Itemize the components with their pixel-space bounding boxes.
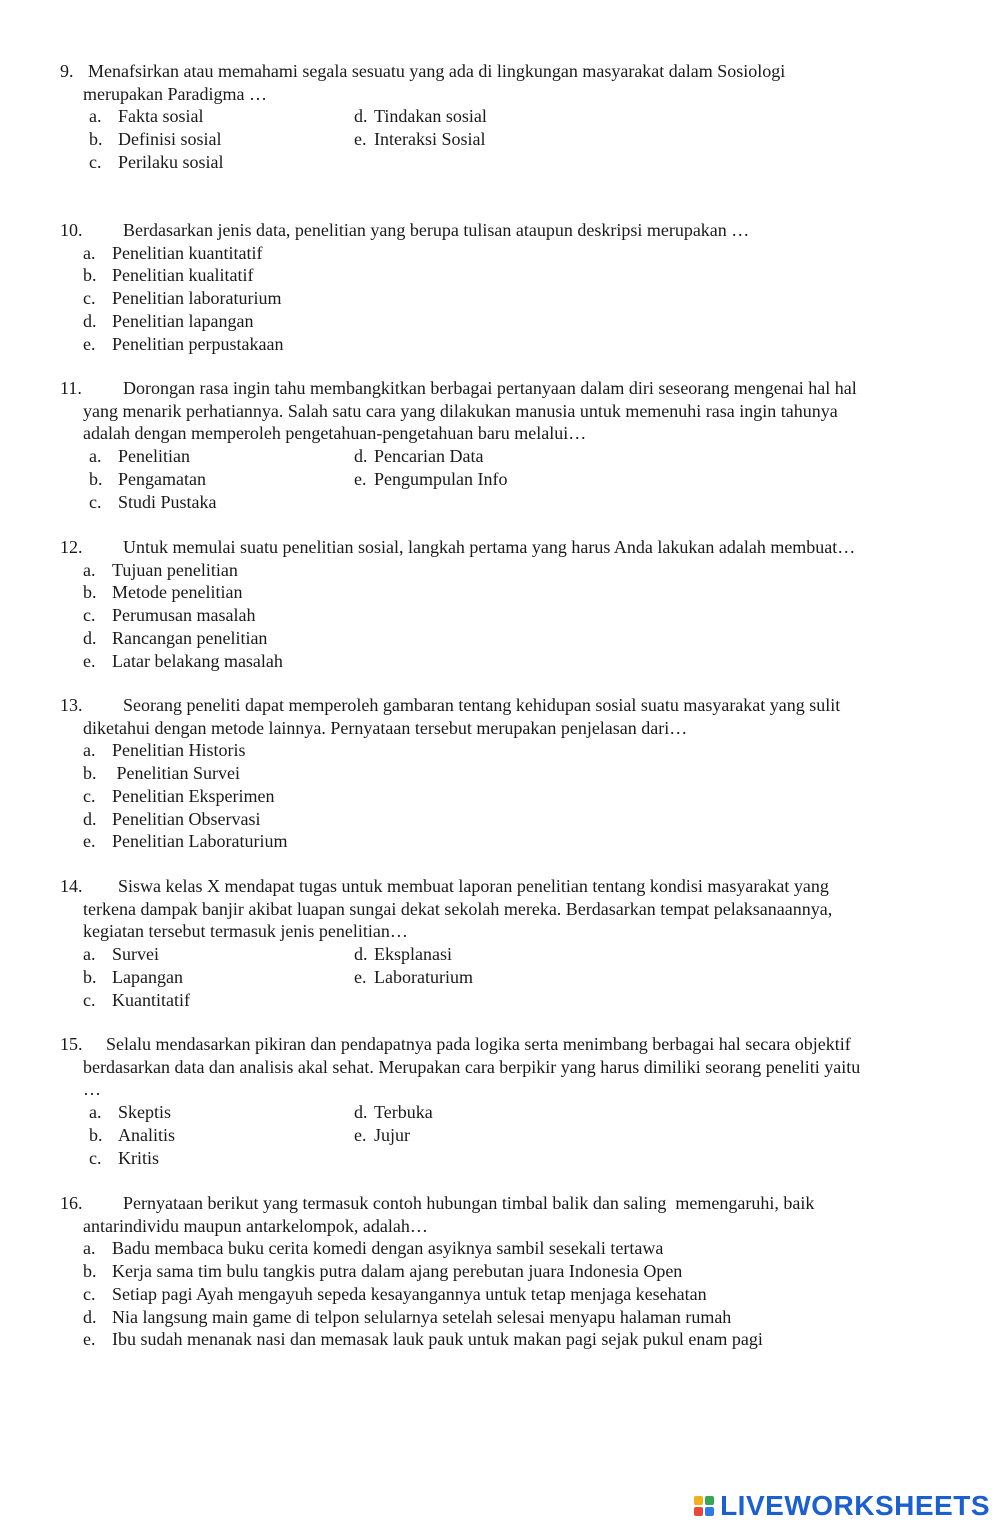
option-e[interactable]: e. Jujur — [354, 1124, 410, 1145]
question-number: 13. — [60, 695, 83, 715]
option-e[interactable]: e. Penelitian perpustakaan — [83, 333, 284, 354]
option-c[interactable]: c. Kritis — [89, 1147, 160, 1168]
option-c[interactable]: c. Setiap pagi Ayah mengayuh sepeda kesayangannya untuk tetap menjaga kesehatan — [83, 1283, 707, 1304]
question-11 — [60, 377, 938, 513]
option-c[interactable]: c. Kuantitatif — [83, 989, 190, 1010]
option-d[interactable]: d. Tindakan sosial — [354, 106, 487, 127]
option-e[interactable]: e. Ibu sudah menanak nasi dan memasak lauk pauk untuk makan pagi sejak pukul enam pagi — [83, 1329, 763, 1350]
options — [60, 1101, 950, 1169]
option-a[interactable]: a. Penelitian Historis — [83, 740, 246, 761]
question-9 — [60, 60, 938, 174]
option-c[interactable]: c. Penelitian Eksperimen — [83, 785, 275, 806]
question-12 — [60, 536, 938, 672]
option-e[interactable]: e. Laboraturium — [354, 966, 473, 987]
question-number: 16. — [60, 1193, 83, 1213]
option-c[interactable]: c. Studi Pustaka — [89, 491, 217, 512]
option-d[interactable]: d. Penelitian lapangan — [83, 310, 254, 331]
option-a[interactable]: a. Penelitian kuantitatif — [83, 242, 263, 263]
question-number: 9. — [60, 61, 74, 81]
question-stem: 13. Seorang peneliti dapat memperoleh gambaran tentang kehidupan sosial suatu masyarakat yang sulit diketahui dengan metode lainnya. Pernyataan tersebut merupakan penjelasan dari… — [60, 695, 841, 738]
question-number: 12. — [60, 537, 83, 557]
option-a[interactable]: a. Penelitian — [89, 446, 190, 467]
option-b[interactable]: b. Lapangan — [83, 966, 183, 987]
logo-mark-icon — [694, 1496, 714, 1516]
option-c[interactable]: c. Perumusan masalah — [83, 605, 256, 626]
option-e[interactable]: e. Pengumpulan Info — [354, 468, 508, 489]
options — [60, 105, 938, 173]
option-c[interactable]: c. Perilaku sosial — [89, 151, 224, 172]
option-b[interactable]: b. Kerja sama tim bulu tangkis putra dalam ajang perebutan juara Indonesia Open — [83, 1261, 683, 1282]
question-16 — [60, 1192, 938, 1351]
option-d[interactable]: d. Penelitian Observasi — [83, 808, 261, 829]
question-10 — [60, 219, 938, 355]
question-stem: 9. Menafsirkan atau memahami segala sesuatu yang ada di lingkungan masyarakat dalam Sosiologi merupakan Paradigma … — [60, 61, 786, 104]
question-14 — [60, 875, 938, 1011]
question-13 — [60, 694, 938, 853]
question-stem: 14. Siswa kelas X mendapat tugas untuk membuat laporan penelitian tentang kondisi masyarakat yang terkena dampak banjir akibat luapan sungai dekat sekolah mereka. Berdasarkan tempat pelaksanaannya, kegiatan tersebut termasuk jenis penelitian… — [60, 876, 833, 942]
question-number: 15. — [60, 1034, 83, 1054]
option-e[interactable]: e. Penelitian Laboraturium — [83, 831, 288, 852]
question-stem: 12. Untuk memulai suatu penelitian sosial, langkah pertama yang harus Anda lakukan adalah membuat… — [60, 537, 856, 557]
question-number: 11. — [60, 378, 82, 398]
option-b[interactable]: b. Metode penelitian — [83, 582, 243, 603]
option-d[interactable]: d. Terbuka — [354, 1102, 433, 1123]
option-b[interactable]: b. Penelitian Survei — [83, 763, 240, 784]
option-b[interactable]: b. Definisi sosial — [89, 129, 222, 150]
option-a[interactable]: a. Skeptis — [89, 1102, 172, 1123]
question-number: 10. — [60, 220, 83, 240]
question-number: 14. — [60, 876, 83, 896]
option-b[interactable]: b. Analitis — [89, 1124, 175, 1145]
options — [60, 943, 938, 1011]
option-a[interactable]: a. Tujuan penelitian — [83, 559, 238, 580]
options — [60, 445, 938, 513]
option-a[interactable]: a. Fakta sosial — [89, 106, 204, 127]
option-d[interactable]: d. Eksplanasi — [354, 944, 452, 965]
options — [60, 242, 938, 356]
question-stem: 16. Pernyataan berikut yang termasuk contoh hubungan timbal balik dan saling memengaruhi, baik antarindividu maupun antarkelompok, adalah… — [60, 1193, 815, 1236]
option-b[interactable]: b. Penelitian kualitatif — [83, 265, 254, 286]
option-a[interactable]: a. Badu membaca buku cerita komedi dengan asyiknya sambil sesekali tertawa — [83, 1238, 664, 1259]
question-stem: 10. Berdasarkan jenis data, penelitian yang berupa tulisan ataupun deskripsi merupakan … — [60, 220, 750, 240]
option-b[interactable]: b. Pengamatan — [89, 468, 206, 489]
question-stem: 15. Selalu mendasarkan pikiran dan pendapatnya pada logika serta menimbang berbagai hal secara objektif berdasarkan data dan analisis akal sehat. Merupakan cara berpikir yang harus dimiliki seorang peneliti yaitu … — [60, 1034, 861, 1100]
option-c[interactable]: c. Penelitian laboraturium — [83, 288, 282, 309]
option-d[interactable]: d. Rancangan penelitian — [83, 627, 268, 648]
liveworksheets-logo[interactable] — [694, 1489, 990, 1521]
question-15 — [60, 1033, 950, 1169]
option-e[interactable]: e. Latar belakang masalah — [83, 650, 283, 671]
options — [60, 559, 938, 673]
option-d[interactable]: d. Nia langsung main game di telpon selularnya setelah selesai menyapu halaman rumah — [83, 1306, 732, 1327]
question-stem: 11. Dorongan rasa ingin tahu membangkitkan berbagai pertanyaan dalam diri seseorang mengenai hal hal yang menarik perhatiannya. Salah satu cara yang dilakukan manusia untuk memenuhi rasa ingin tahunya adalah dengan memperoleh pengetahuan-pengetahuan baru melalui… — [60, 378, 857, 444]
option-a[interactable]: a. Survei — [83, 944, 159, 965]
options — [60, 1237, 938, 1351]
option-d[interactable]: d. Pencarian Data — [354, 446, 484, 467]
options — [60, 739, 938, 853]
brand-name: LIVEWORKSHEETS — [720, 1489, 990, 1521]
option-e[interactable]: e. Interaksi Sosial — [354, 129, 486, 150]
